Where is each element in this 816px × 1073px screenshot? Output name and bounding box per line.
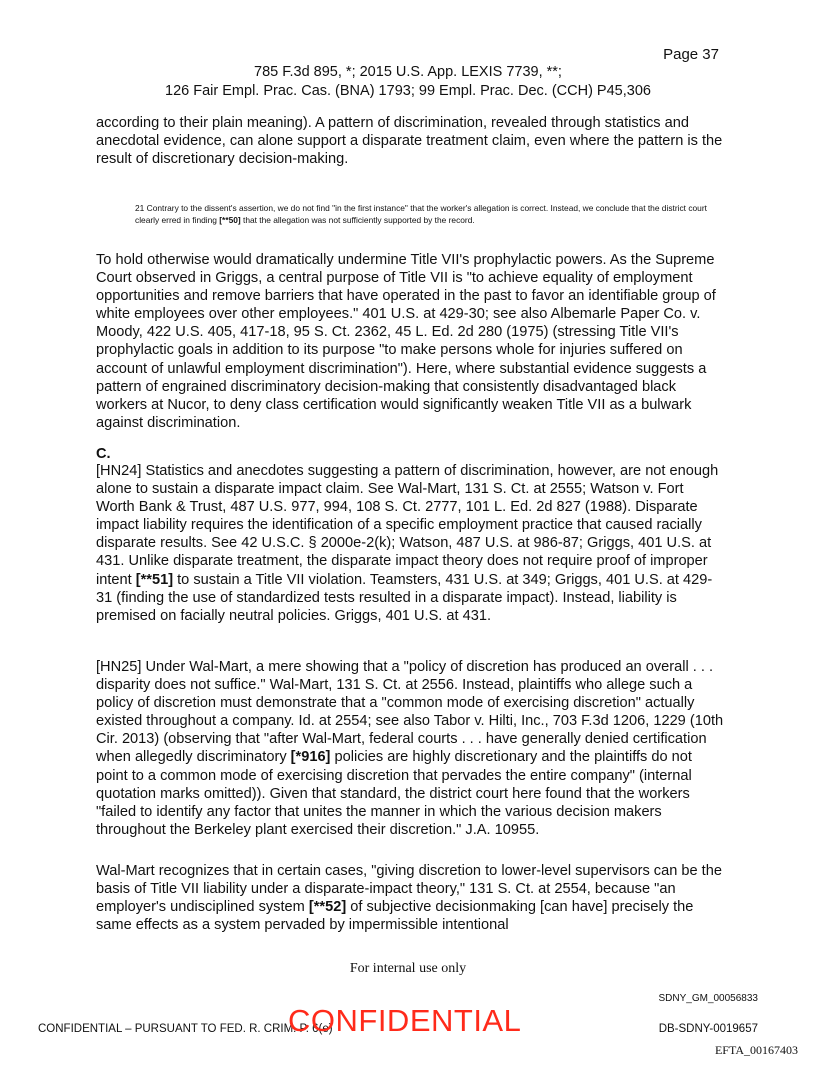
text-run: [HN24] Statistics and anecdotes suggesting a pattern of discrimination, however, are not enough alone to sustain a disparate impact claim. See Wal-Mart, 131 S. Ct. at 2555; Watson v. Fort Worth Bank & Trust, 487 U.S. 977, 994, 108 S. Ct. 2777, 101 L. Ed. 2d 827 (1988). Disparate impact liability requires the identification of a specific employment practice that caused racially disparate results. See 42 U.S.C. § 2000e-2(k); Watson, 487 U.S. at 986-87; Griggs, 401 U.S. at 431. Unlike disparate treatment, the disparate impact theory does not require proof of improper intent bbox=[96, 463, 719, 588]
paragraph-intro bbox=[96, 114, 726, 168]
paragraph-text bbox=[96, 862, 726, 934]
paragraph-hn24 bbox=[96, 462, 726, 625]
footnote-21 bbox=[135, 202, 725, 226]
text-run: policies are highly discretionary and the plaintiffs do not point to a common mode of exercising discretion that pervades the entire company" (internal quotation marks omitted)). Given that standard, the district court here found that the workers "failed to identify any factor that unites the manner in which the various decision makers throughout the Berkeley plant exercised their discretion." J.A. 10955. bbox=[96, 749, 692, 838]
page-marker: [**51] bbox=[135, 571, 174, 588]
efta-number: EFTA_00167403 bbox=[714, 1043, 798, 1057]
paragraph-text: To hold otherwise would dramatically undermine Title VII's prophylactic powers. As the Supreme Court observed in Griggs, a central purpose of Title VII is "to achieve equality of employment opportunities and remove barriers that have operated in the past to favor an identifiable group of white employees over other employees." 401 U.S. at 429-30; see also Albemarle Paper Co. v. Moody, 422 U.S. 405, 417-18, 95 S. Ct. 2362, 45 L. Ed. 2d 280 (1975) (stressing Title VII's prophylactic goals in addition to its purpose "to make persons whole for injuries suffered on account of unlawful employment discrimination"). Here, where substantial evidence suggests a pattern of engrained discriminatory decision-making that consistently disadvantaged black workers at Nucor, to deny class certification would significantly weaken Title VII as a bulwark against discrimination. bbox=[96, 252, 716, 431]
paragraph-text: according to their plain meaning). A pattern of discrimination, revealed through statistics and anecdotal evidence, can alone support a disparate treatment claim, even where the pattern is the result of discretionary decision-making. bbox=[96, 115, 723, 168]
internal-use-notice: For internal use only bbox=[349, 961, 467, 976]
paragraph-text bbox=[96, 658, 726, 839]
text-run: [HN25] Under Wal-Mart, a mere showing that a "policy of discretion has produced an overall . . . disparity does not suffice." Wal-Mart, 131 S. Ct. at 2556. Instead, plaintiffs who allege such a policy of discretion must demonstrate that a "common mode of exercising discretion" actually existed throughout a company. Id. at 2554; see also Tabor v. Hilti, Inc., 703 F.3d 1206, 1229 (10th Cir. 2013) (observing that "after Wal-Mart, federal courts . . . have generally denied certification when allegedly discriminatory bbox=[96, 659, 724, 766]
section-heading: C. bbox=[96, 446, 111, 462]
confidential-notice: CONFIDENTIAL – PURSUANT TO FED. R. CRIM. P. 6(e) bbox=[38, 1023, 333, 1035]
confidential-stamp: CONFIDENTIAL bbox=[288, 1003, 522, 1038]
text-run: of subjective decisionmaking [can have] precisely the same effects as a system pervaded by impermissible intentional bbox=[96, 899, 694, 934]
page-marker: [**50] bbox=[219, 215, 241, 225]
citation-header-line2: 126 Fair Empl. Prac. Cas. (BNA) 1793; 99 Empl. Prac. Dec. (CCH) P45,306 bbox=[165, 83, 651, 99]
paragraph-title-vii bbox=[96, 251, 726, 432]
text-run: to sustain a Title VII violation. Teamsters, 431 U.S. at 349; Griggs, 401 U.S. at 429-31 (finding the use of standardized tests resulted in a disparate impact). Instead, liability is premised on facially neutral policies. Griggs, 401 U.S. at 431. bbox=[96, 571, 713, 624]
footnote-text-b: that the allegation was not sufficiently supported by the record. bbox=[240, 215, 475, 225]
paragraph-hn25 bbox=[96, 658, 726, 839]
paragraph-wal-mart bbox=[96, 862, 726, 934]
paragraph-text bbox=[96, 462, 726, 625]
sdny-bates-number: SDNY_GM_00056833 bbox=[658, 993, 758, 1004]
text-run: Wal-Mart recognizes that in certain cases, "giving discretion to lower-level supervisors can be the basis of Title VII liability under a disparate-impact theory," 131 S. Ct. at 2554, because "an employer's undisciplined system bbox=[96, 863, 722, 916]
page-number: Page 37 bbox=[663, 46, 719, 63]
citation-header-line1: 785 F.3d 895, *; 2015 U.S. App. LEXIS 7739, **; bbox=[254, 64, 562, 80]
page-marker: [**52] bbox=[308, 899, 347, 916]
db-bates-number: DB-SDNY-0019657 bbox=[658, 1023, 758, 1035]
page-marker: [*916] bbox=[290, 749, 331, 766]
footnote-text-a: 21 Contrary to the dissent's assertion, we do not find "in the first instance" that the worker's allegation is correct. Instead, we conclude that the district court clearly erred in finding bbox=[135, 203, 707, 225]
